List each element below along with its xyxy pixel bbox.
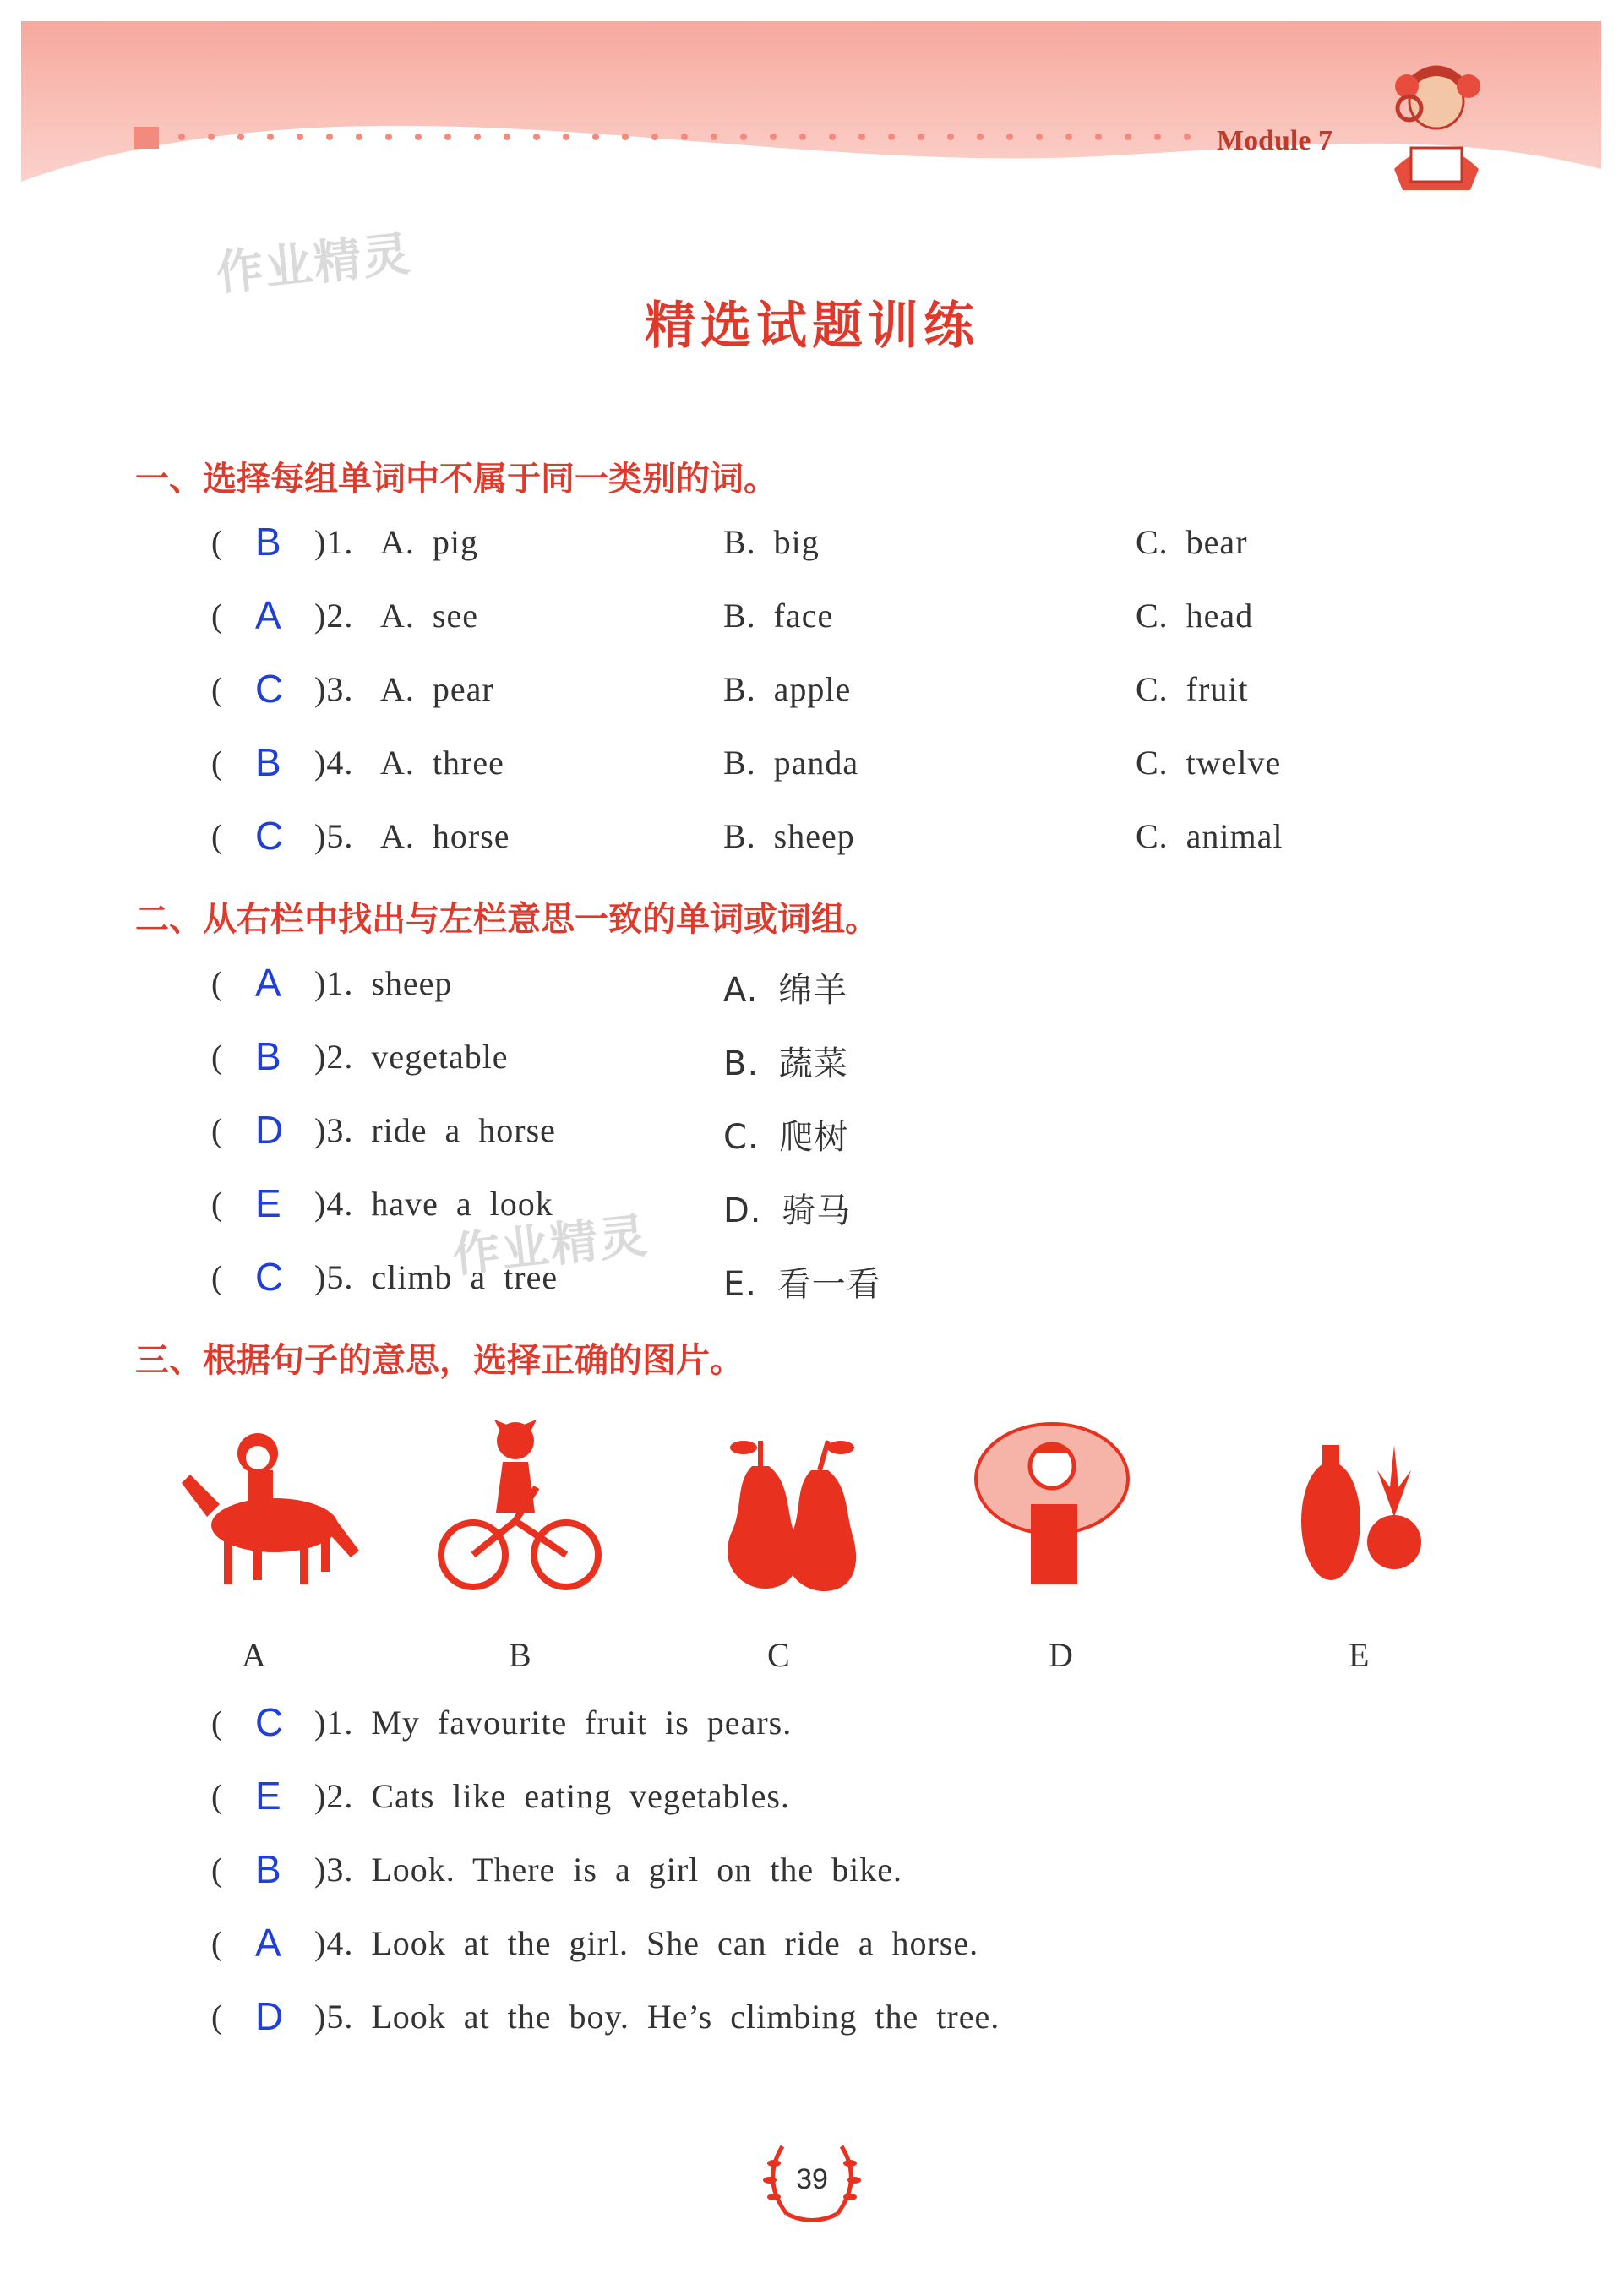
right-term: E. 看一看 bbox=[723, 1265, 881, 1304]
left-term: )2. vegetable bbox=[314, 1038, 509, 1076]
paren: ( bbox=[211, 1038, 224, 1076]
sentence-row bbox=[211, 1776, 1563, 1835]
paren: ( bbox=[211, 1777, 224, 1815]
right-term: B. 蔬菜 bbox=[723, 1044, 848, 1083]
girl-on-bike-icon bbox=[435, 1411, 604, 1597]
paren: ( bbox=[211, 1924, 224, 1962]
match-row bbox=[211, 1110, 1563, 1169]
watermark: 作业精灵 bbox=[450, 1208, 651, 1284]
answer: C bbox=[255, 1255, 285, 1299]
answer: A bbox=[255, 961, 282, 1005]
paren: ( bbox=[211, 1258, 224, 1296]
option-b: B. big bbox=[723, 523, 820, 561]
module-label: Module 7 bbox=[1217, 125, 1332, 156]
option-c: C. fruit bbox=[1136, 670, 1249, 708]
right-term: C. 爬树 bbox=[723, 1118, 849, 1157]
paren: ( bbox=[211, 523, 224, 561]
answer: D bbox=[255, 1108, 285, 1152]
answer: A bbox=[255, 1921, 282, 1965]
answer: B bbox=[255, 1034, 282, 1078]
sentence: )2. Cats like eating vegetables. bbox=[314, 1777, 790, 1815]
answer: C bbox=[255, 667, 285, 711]
option-b: B. panda bbox=[723, 744, 859, 782]
option-c: C. head bbox=[1136, 597, 1254, 635]
question-row bbox=[211, 593, 1563, 655]
picture-label: C bbox=[767, 1636, 790, 1674]
option-a-text: A. pear bbox=[380, 670, 494, 708]
question-number: )5. bbox=[314, 817, 354, 855]
answer: A bbox=[255, 593, 282, 637]
paren: ( bbox=[211, 670, 224, 708]
paren: ( bbox=[211, 597, 224, 635]
picture-label: A bbox=[242, 1636, 266, 1674]
question-row bbox=[211, 669, 1563, 728]
sentence: )5. Look at the boy. He’s climbing the tree. bbox=[314, 1998, 1000, 2036]
watermark: 作业精灵 bbox=[213, 226, 415, 302]
question-number: )2. bbox=[314, 597, 354, 635]
dotted-line bbox=[178, 134, 1191, 140]
sentence: )3. Look. There is a girl on the bike. bbox=[314, 1851, 903, 1889]
page-number-badge bbox=[753, 2129, 871, 2231]
section-heading-2: 二、从右栏中找出与左栏意思一致的单词或词组。 bbox=[135, 900, 879, 939]
horse-rider-icon bbox=[173, 1424, 368, 1593]
sentence-row bbox=[211, 1700, 1563, 1762]
option-b: B. sheep bbox=[723, 817, 855, 855]
answer: E bbox=[255, 1774, 282, 1818]
picture-label: E bbox=[1349, 1636, 1370, 1674]
option-b: B. apple bbox=[723, 670, 852, 708]
question-row bbox=[211, 740, 1563, 802]
paren: ( bbox=[211, 1704, 224, 1742]
option-a-text: A. three bbox=[380, 744, 504, 782]
page-header bbox=[0, 0, 1624, 203]
question-row bbox=[211, 522, 1563, 581]
sentence: )4. Look at the girl. She can ride a horse. bbox=[314, 1924, 979, 1962]
vegetables-icon bbox=[1293, 1437, 1436, 1589]
paren: ( bbox=[211, 1111, 224, 1149]
question-number: )3. bbox=[314, 670, 354, 708]
question-number: )4. bbox=[314, 744, 354, 782]
sentence-row bbox=[211, 1994, 1563, 2056]
answer: B bbox=[255, 1847, 282, 1891]
left-term: )3. ride a horse bbox=[314, 1111, 556, 1149]
answer: B bbox=[255, 520, 282, 564]
option-c: C. animal bbox=[1136, 817, 1283, 855]
option-c: C. bear bbox=[1136, 523, 1248, 561]
left-term: )5. climb a tree bbox=[314, 1258, 559, 1296]
left-term: )1. sheep bbox=[314, 964, 453, 1002]
right-term: A. 绵羊 bbox=[723, 971, 848, 1010]
boy-climbing-tree-icon bbox=[972, 1420, 1132, 1589]
sentence: )1. My favourite fruit is pears. bbox=[314, 1704, 793, 1742]
match-row bbox=[211, 1034, 1563, 1096]
section-heading-3: 三、根据句子的意思，选择正确的图片。 bbox=[135, 1341, 744, 1380]
left-term: )4. have a look bbox=[314, 1185, 553, 1223]
header-banner bbox=[0, 0, 1624, 203]
pears-icon bbox=[710, 1432, 862, 1593]
right-term: D. 骑马 bbox=[723, 1191, 852, 1230]
picture-label: B bbox=[509, 1636, 531, 1674]
option-a-text: A. see bbox=[380, 597, 478, 635]
option-c: C. twelve bbox=[1136, 744, 1282, 782]
paren: ( bbox=[211, 817, 224, 855]
paren: ( bbox=[211, 1851, 224, 1889]
option-b: B. face bbox=[723, 597, 834, 635]
answer: C bbox=[255, 1700, 285, 1744]
picture-label: D bbox=[1049, 1636, 1073, 1674]
sentence-row bbox=[211, 1847, 1563, 1909]
match-row bbox=[211, 1257, 1563, 1317]
question-row bbox=[211, 816, 1563, 875]
option-a-text: A. horse bbox=[380, 817, 510, 855]
paren: ( bbox=[211, 1998, 224, 2036]
match-row bbox=[211, 963, 1563, 1022]
paren: ( bbox=[211, 744, 224, 782]
option-a-text: A. pig bbox=[380, 523, 478, 561]
section-heading-1: 一、选择每组单词中不属于同一类别的词。 bbox=[135, 460, 777, 499]
answer: B bbox=[255, 740, 282, 784]
paren: ( bbox=[211, 964, 224, 1002]
answer: C bbox=[255, 814, 285, 858]
match-row bbox=[211, 1181, 1563, 1243]
answer: E bbox=[255, 1181, 282, 1225]
answer: D bbox=[255, 1994, 285, 2038]
page-title: 精选试题训练 bbox=[645, 297, 979, 356]
paren: ( bbox=[211, 1185, 224, 1223]
sentence-row bbox=[211, 1923, 1563, 1982]
page-number: 39 bbox=[796, 2163, 828, 2195]
option-a: )1. bbox=[314, 523, 354, 561]
